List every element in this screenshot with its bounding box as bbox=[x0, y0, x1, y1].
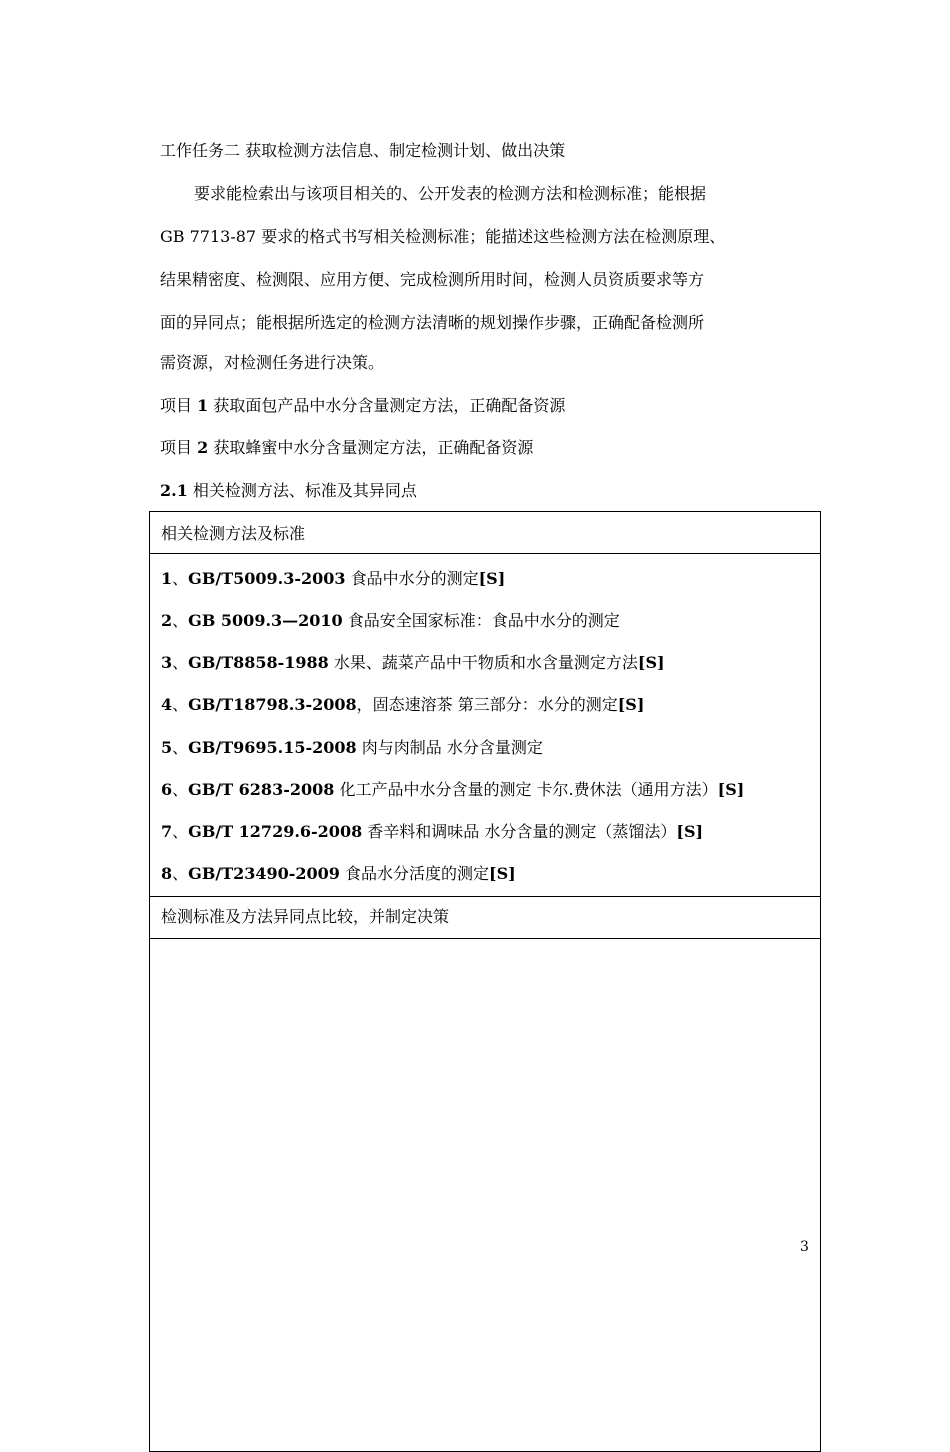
table-divider bbox=[150, 896, 820, 897]
method-item: 7、GB/T 12729.6-2008 香辛料和调味品 水分含量的测定（蒸馏法）[S] bbox=[161, 822, 704, 841]
paragraph-line-4: 面的异同点；能根据所选定的检测方法清晰的规划操作步骤，正确配备检测所 bbox=[160, 313, 705, 332]
section-heading bbox=[160, 481, 820, 501]
project-1-prefix: 项目 bbox=[160, 396, 198, 415]
project-2-prefix: 项目 bbox=[160, 438, 198, 457]
method-item: 2、GB 5009.3—2010 食品安全国家标准：食品中水分的测定 bbox=[161, 611, 620, 630]
table-divider bbox=[150, 553, 820, 554]
task-heading: 工作任务二 获取检测方法信息、制定检测计划、做出决策 bbox=[160, 141, 566, 160]
method-item: 1、GB/T5009.3-2003 食品中水分的测定[S] bbox=[161, 569, 506, 588]
method-item: 4、GB/T18798.3-2008，固态速溶茶 第三部分：水分的测定[S] bbox=[161, 695, 645, 714]
section-title: 相关检测方法、标准及其异同点 bbox=[187, 481, 417, 500]
method-item: 8、GB/T23490-2009 食品水分活度的测定[S] bbox=[161, 864, 516, 883]
method-item: 5、GB/T9695.15-2008 肉与肉制品 水分含量测定 bbox=[161, 738, 543, 757]
project-1-text: 获取面包产品中水分含量测定方法，正确配备资源 bbox=[208, 396, 566, 415]
paragraph-line-2: GB 7713-87 要求的格式书写相关检测标准；能描述这些检测方法在检测原理、 bbox=[160, 227, 726, 246]
table-header-comparison: 检测标准及方法异同点比较，并制定决策 bbox=[161, 907, 450, 926]
method-item: 3、GB/T8858-1988 水果、蔬菜产品中干物质和水含量测定方法[S] bbox=[161, 653, 665, 672]
paragraph-line-5: 需资源，对检测任务进行决策。 bbox=[160, 353, 385, 372]
table-header-methods: 相关检测方法及标准 bbox=[161, 524, 306, 543]
paragraph-line-1: 要求能检索出与该项目相关的、公开发表的检测方法和检测标准；能根据 bbox=[194, 184, 707, 203]
project-1-number: 1 bbox=[197, 396, 209, 415]
project-2-number: 2 bbox=[197, 438, 209, 457]
project-2 bbox=[160, 438, 820, 458]
table-divider bbox=[150, 938, 820, 939]
project-2-text: 获取蜂蜜中水分含量测定方法，正确配备资源 bbox=[208, 438, 534, 457]
method-item: 6、GB/T 6283-2008 化工产品中水分含量的测定 卡尔.费休法（通用方法）[S] bbox=[161, 780, 745, 799]
methods-table bbox=[149, 511, 821, 1452]
page-number: 3 bbox=[800, 1239, 809, 1255]
section-number: 2.1 bbox=[160, 481, 188, 500]
project-1 bbox=[160, 396, 820, 416]
paragraph-line-3: 结果精密度、检测限、应用方便、完成检测所用时间，检测人员资质要求等方 bbox=[160, 270, 705, 289]
